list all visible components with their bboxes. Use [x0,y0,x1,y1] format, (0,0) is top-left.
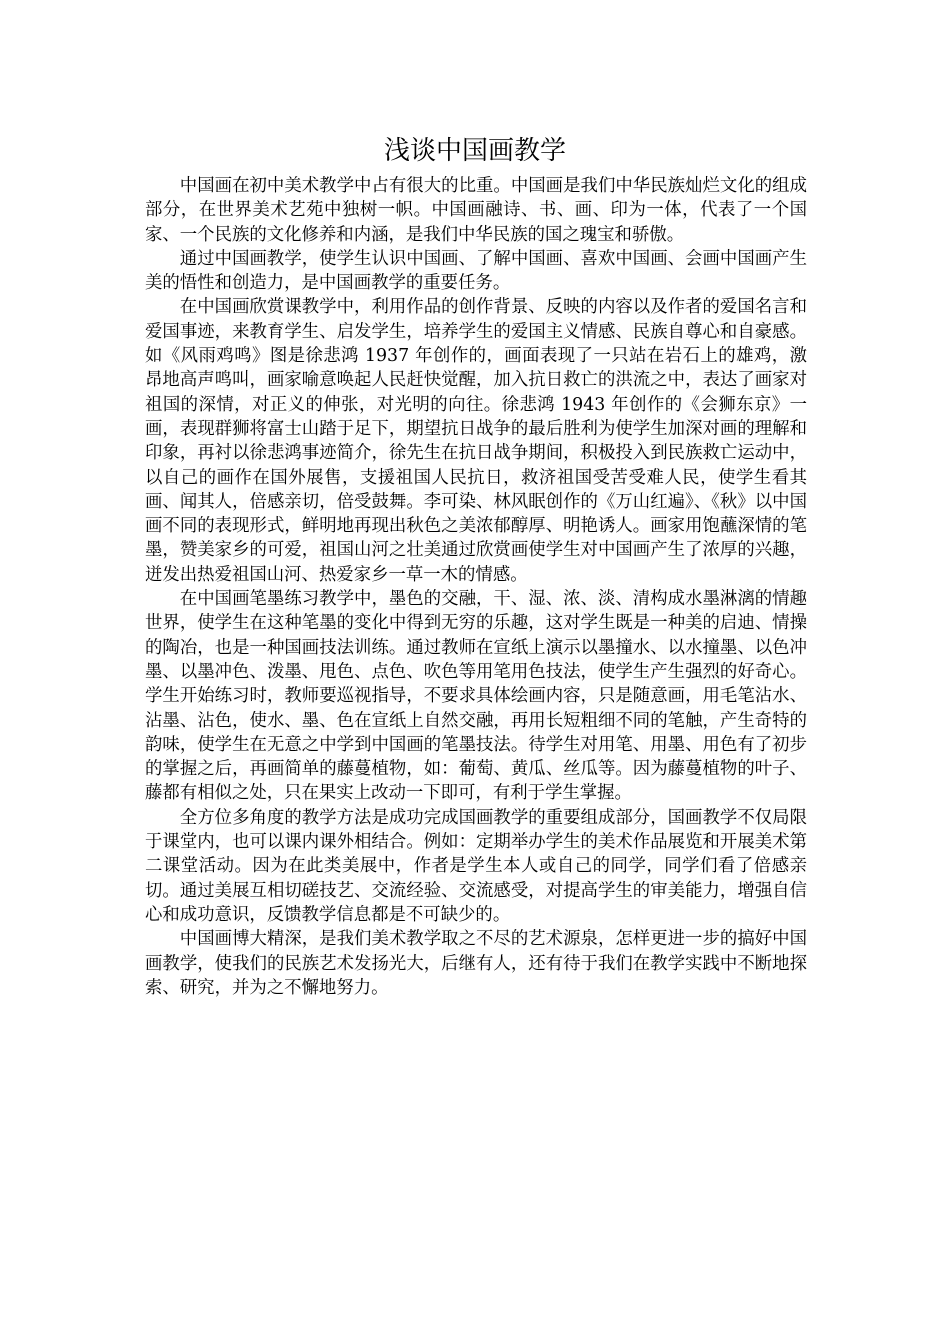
paragraph-teaching-methods: 全方位多角度的教学方法是成功完成国画教学的重要组成部分，国画教学不仅局限于课堂内，也可以课内课外相结合。例如：定期举办学生的美术作品展览和开展美术第二课堂活动。因为在此类美展中，作者是学生本人或自己的同学，同学们看了倍感亲切。通过美展互相切磋技艺、交流经验、交流感受，对提高学生的审美能力，增强自信心和成功意识，反馈教学信息都是不可缺少的。 [145,807,807,925]
paragraph-brush-practice: 在中国画笔墨练习教学中，墨色的交融，干、湿、浓、淡、清构成水墨淋漓的情趣世界，使学生在这种笔墨的变化中得到无穷的乐趣，这对学生既是一种美的启迪、情操的陶冶，也是一种国画技法训练。通过教师在宣纸上演示以墨撞水、以水撞墨、以色冲墨、以墨冲色、泼墨、甩色、点色、吹色等用笔用色技法，使学生产生强烈的好奇心。学生开始练习时，教师要巡视指导，不要求具体绘画内容，只是随意画，用毛笔沾水、沾墨、沾色，使水、墨、色在宣纸上自然交融，再用长短粗细不同的笔触，产生奇特的韵味，使学生在无意之中学到中国画的笔墨技法。待学生对用笔、用墨、用色有了初步的掌握之后，再画简单的藤蔓植物，如：葡萄、黄瓜、丝瓜等。因为藤蔓植物的叶子、藤都有相似之处，只在果实上改动一下即可，有利于学生掌握。 [145,589,807,804]
paragraph-task: 通过中国画教学，使学生认识中国画、了解中国画、喜欢中国画、会画中国画产生美的悟性和创造力，是中国画教学的重要任务。 [145,248,807,294]
paragraph-intro: 中国画在初中美术教学中占有很大的比重。中国画是我们中华民族灿烂文化的组成部分，在世界美术艺苑中独树一帜。中国画融诗、书、画、印为一体，代表了一个国家、一个民族的文化修养和内涵，是我们中华民族的国之瑰宝和骄傲。 [145,176,807,245]
document-body [145,174,807,1000]
paragraph-appreciation: 在中国画欣赏课教学中，利用作品的创作背景、反映的内容以及作者的爱国名言和爱国事迹，来教育学生、启发学生，培养学生的爱国主义情感、民族自尊心和自豪感。如《风雨鸡鸣》图是徐悲鸿 1937 年创作的，画面表现了一只站在岩石上的雄鸡，激昂地高声鸣叫，画家喻意唤起人民赶快觉醒，加入抗日救亡的洪流之中，表达了画家对祖国的深情，对正义的伸张，对光明的向往。徐悲鸿 1943 年创作的《会狮东京》一画，表现群狮将富士山踏于足下，期望抗日战争的最后胜利为使学生加深对画的理解和印象，再衬以徐悲鸿事迹简介，徐先生在抗日战争期间，积极投入到民族救亡运动中，以自己的画作在国外展售，支援祖国人民抗日，救济祖国受苦受难人民，使学生看其画、闻其人，倍感亲切，倍受鼓舞。李可染、林风眠创作的《万山红遍》、《秋》以中国画不同的表现形式，鲜明地再现出秋色之美浓郁醇厚、明艳诱人。画家用饱蘸深情的笔墨，赞美家乡的可爱，祖国山河之壮美通过欣赏画使学生对中国画产生了浓厚的兴趣，迸发出热爱祖国山河、热爱家乡一草一木的情感。 [145,297,807,585]
paragraph-conclusion: 中国画博大精深，是我们美术教学取之不尽的艺术源泉，怎样更进一步的搞好中国画教学，使我们的民族艺术发扬光大，后继有人，还有待于我们在教学实践中不断地探索、研究，并为之不懈地努力。 [145,929,807,998]
document-title: 浅谈中国画教学 [383,136,566,166]
